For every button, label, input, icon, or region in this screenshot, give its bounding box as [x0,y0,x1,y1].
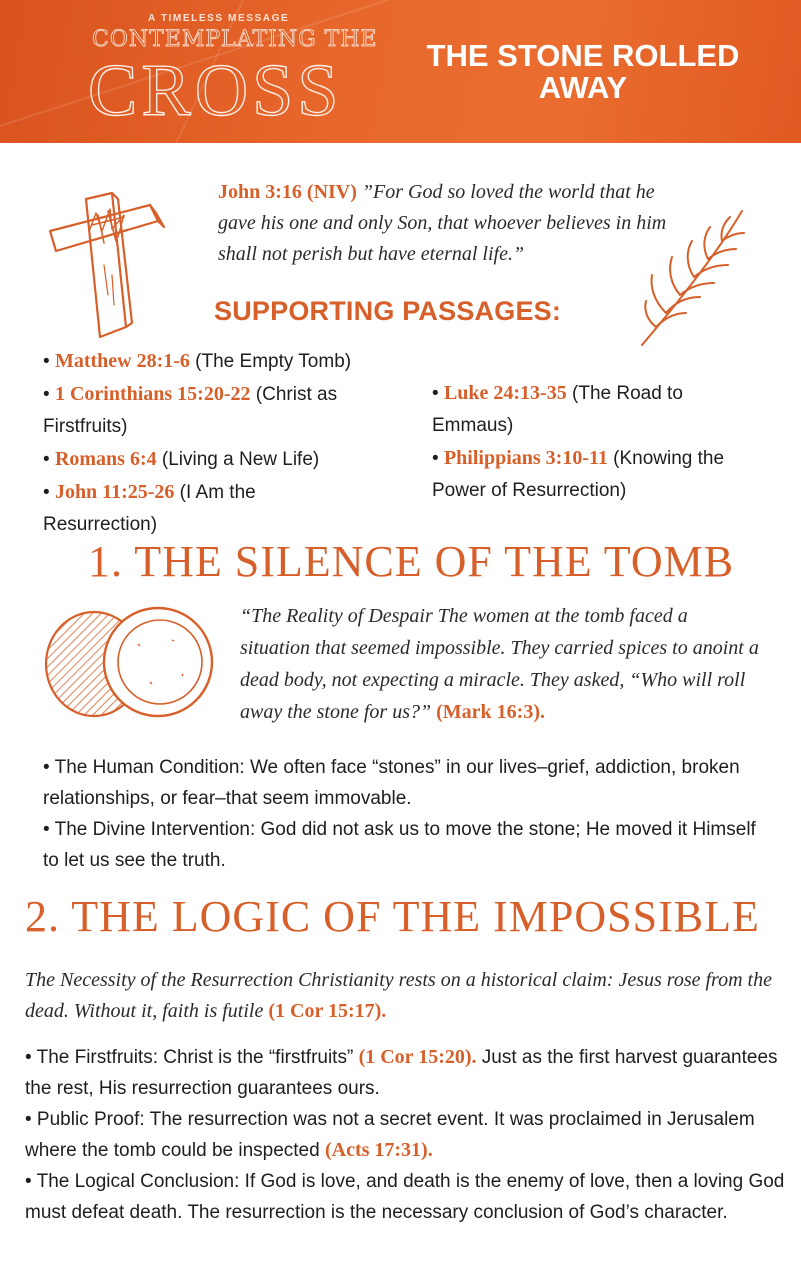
series-logo-line1: CONTEMPLATING THE [92,27,378,52]
section-2-bullets [25,1042,785,1228]
list-item: • The Human Condition: We often face “stones” in our lives–grief, addiction, broken relationships, or fear–that seem immovable. [43,757,740,809]
passages-column-left [43,345,403,541]
series-logo-line2: CROSS [88,50,343,132]
list-item: • The Divine Intervention: God did not ask us to move the stone; He moved it Himself to let us see the truth. [43,819,756,871]
section-1-bullets [43,752,763,876]
section-1-heading: 1. THE SILENCE OF THE TOMB [88,537,735,586]
passages-column-right [432,377,762,507]
list-item: • Romans 6:4 (Living a New Life) [43,448,320,470]
list-item: • The Firstfruits: Christ is the “firstfruits” (1 Cor 15:20). Just as the first harvest guarantees the rest, His resurrection guarantees ours. [25,1046,778,1099]
list-item: • The Logical Conclusion: If God is love, and death is the enemy of love, then a loving God must defeat death. The resurrection is the necessary conclusion of God’s character. [25,1171,785,1223]
verse-text: ”For God so loved the world that he gave his one and only Son, that whoever believes in him shall not perish but have eternal life.” [218,181,667,265]
series-kicker: A TIMELESS MESSAGE [148,13,290,24]
list-item: • John 11:25-26 (I Am the Resurrection) [43,481,256,535]
cross-icon [38,165,168,345]
list-item: • 1 Corinthians 15:20-22 (Christ as Firstfruits) [43,383,338,437]
key-verse [218,177,688,270]
supporting-passages-heading: SUPPORTING PASSAGES: [214,296,562,326]
tomb-stone-icon [42,604,218,724]
list-item: • Matthew 28:1-6 (The Empty Tomb) [43,350,352,372]
header-banner [0,0,801,143]
section-1-quote: “The Reality of Despair The women at the tomb faced a situation that seemed impossible. They carried spices to anoint a dead body, not expecting a miracle. They asked, “Who will roll away the stone for us?” (Mark 16:3). [240,605,759,723]
section-2-intro: The Necessity of the Resurrection Christianity rests on a historical claim: Jesus rose from the dead. Without it, faith is futile (1 Cor 15:17). [25,969,772,1022]
list-item: • Philippians 3:10-11 (Knowing the Power of Resurrection) [432,447,725,501]
list-item: • Public Proof: The resurrection was not a secret event. It was proclaimed in Jerusalem where the tomb could be inspected (Acts 17:31). [25,1109,755,1161]
verse-reference: John 3:16 (NIV) [218,181,357,203]
list-item: • Luke 24:13-35 (The Road to Emmaus) [432,382,683,436]
section-2-heading: 2. THE LOGIC OF THE IMPOSSIBLE [25,892,760,941]
sermon-title: THE STONE ROLLED AWAY [426,38,740,105]
